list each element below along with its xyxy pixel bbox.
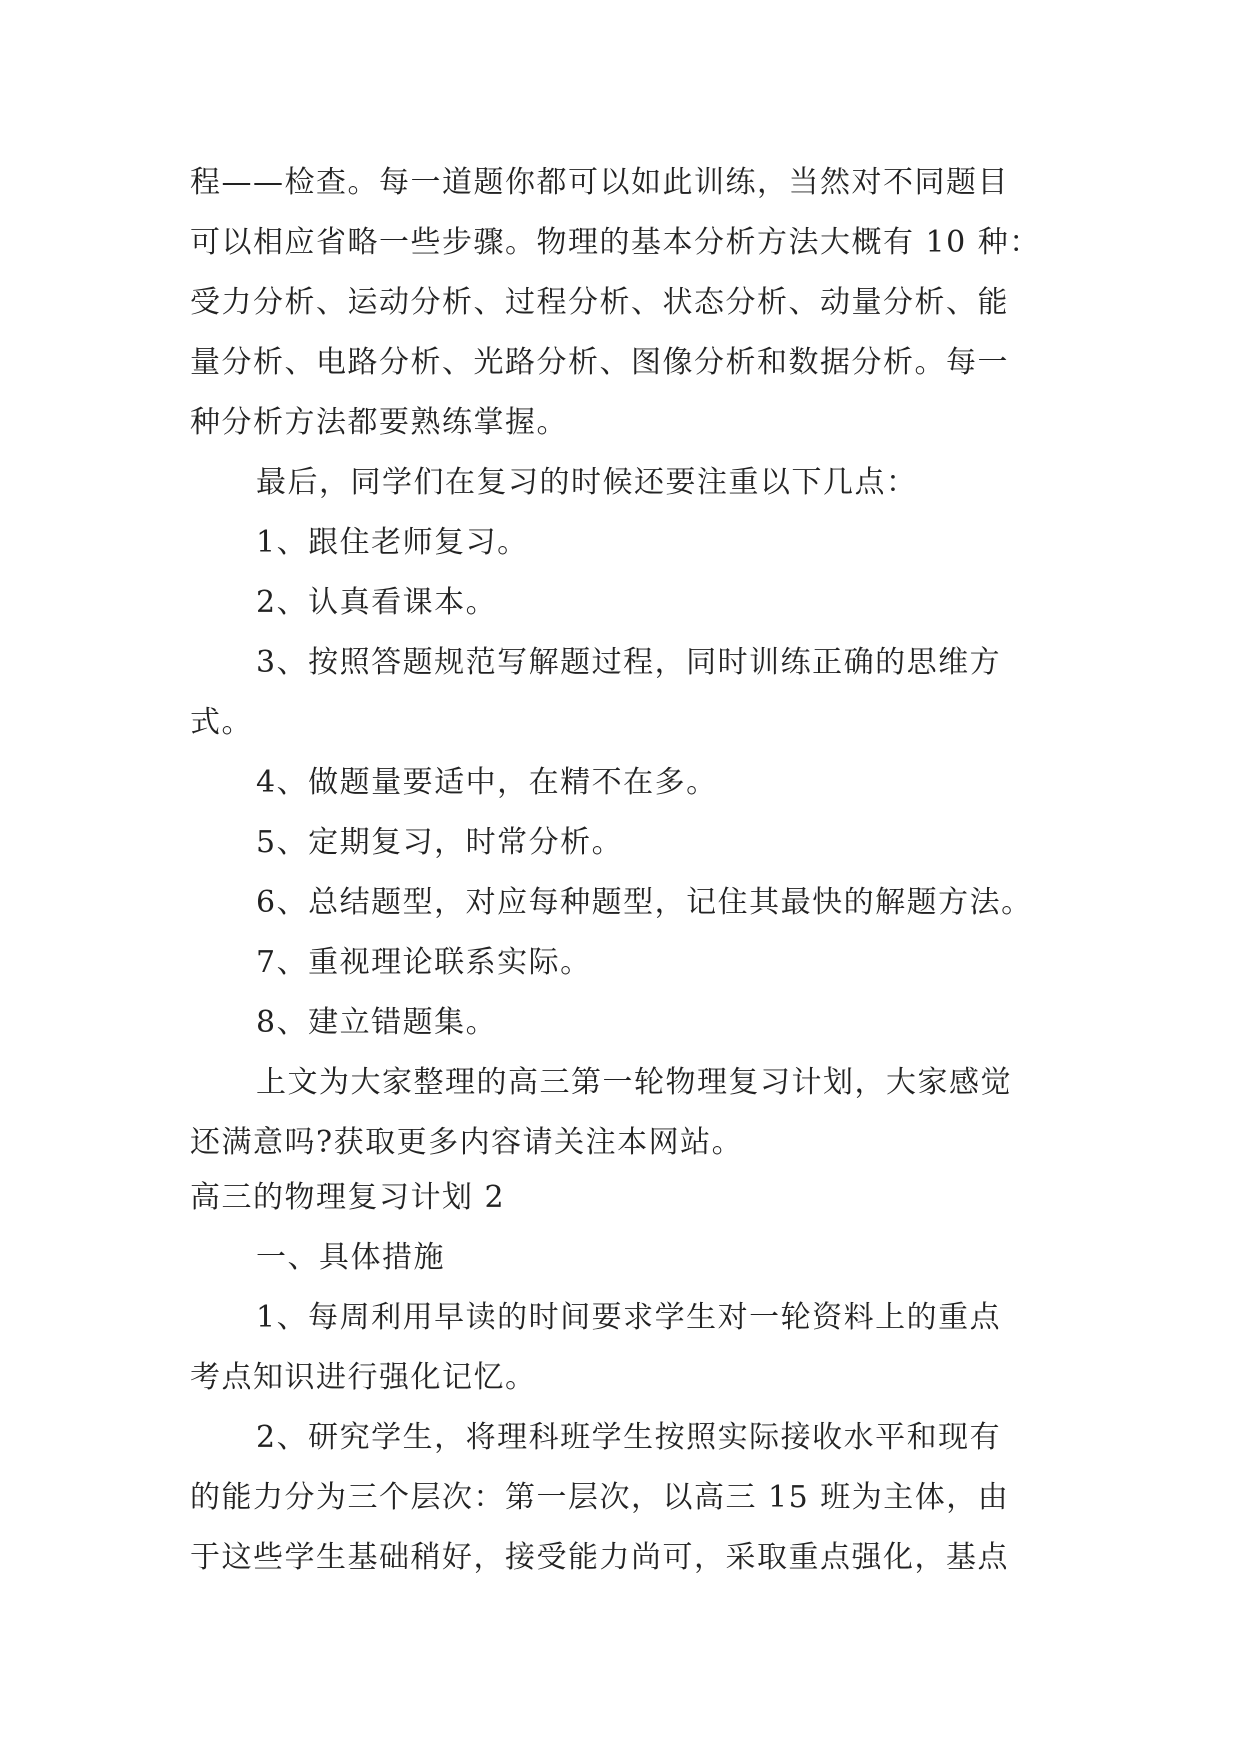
paragraph-line: 最后，同学们在复习的时候还要注重以下几点： <box>256 465 918 500</box>
paragraph-line: 还满意吗?获取更多内容请关注本网站。 <box>190 1125 744 1160</box>
list-item-continuation: 于这些学生基础稍好，接受能力尚可，采取重点强化，基点 <box>190 1540 1009 1575</box>
list-item: 2、研究学生，将理科班学生按照实际接收水平和现有 <box>256 1420 1002 1455</box>
subsection-heading: 一、具体措施 <box>256 1240 445 1275</box>
list-item: 4、做题量要适中，在精不在多。 <box>256 765 718 800</box>
list-item: 1、跟住老师复习。 <box>256 525 529 560</box>
list-item: 8、建立错题集。 <box>256 1005 498 1040</box>
paragraph-line: 量分析、电路分析、光路分析、图像分析和数据分析。每一 <box>190 345 1009 380</box>
list-item-continuation: 式。 <box>190 705 253 740</box>
section-heading: 高三的物理复习计划 2 <box>190 1180 506 1215</box>
list-item: 2、认真看课本。 <box>256 585 498 620</box>
paragraph-line: 种分析方法都要熟练掌握。 <box>190 405 568 440</box>
list-item: 5、定期复习，时常分析。 <box>256 825 624 860</box>
list-item-continuation: 考点知识进行强化记忆。 <box>190 1360 537 1395</box>
list-item: 3、按照答题规范写解题过程，同时训练正确的思维方 <box>256 645 1002 680</box>
paragraph-line: 可以相应省略一些步骤。物理的基本分析方法大概有 10 种： <box>190 225 1041 260</box>
paragraph-line: 上文为大家整理的高三第一轮物理复习计划，大家感觉 <box>256 1065 1012 1100</box>
list-item: 7、重视理论联系实际。 <box>256 945 592 980</box>
paragraph-line: 程——检查。每一道题你都可以如此训练，当然对不同题目 <box>190 165 1009 200</box>
paragraph-line: 受力分析、运动分析、过程分析、状态分析、动量分析、能 <box>190 285 1009 320</box>
list-item: 1、每周利用早读的时间要求学生对一轮资料上的重点 <box>256 1300 1002 1335</box>
list-item-continuation: 的能力分为三个层次：第一层次，以高三 15 班为主体，由 <box>190 1480 1010 1515</box>
list-item: 6、总结题型，对应每种题型，记住其最快的解题方法。 <box>256 885 1033 920</box>
